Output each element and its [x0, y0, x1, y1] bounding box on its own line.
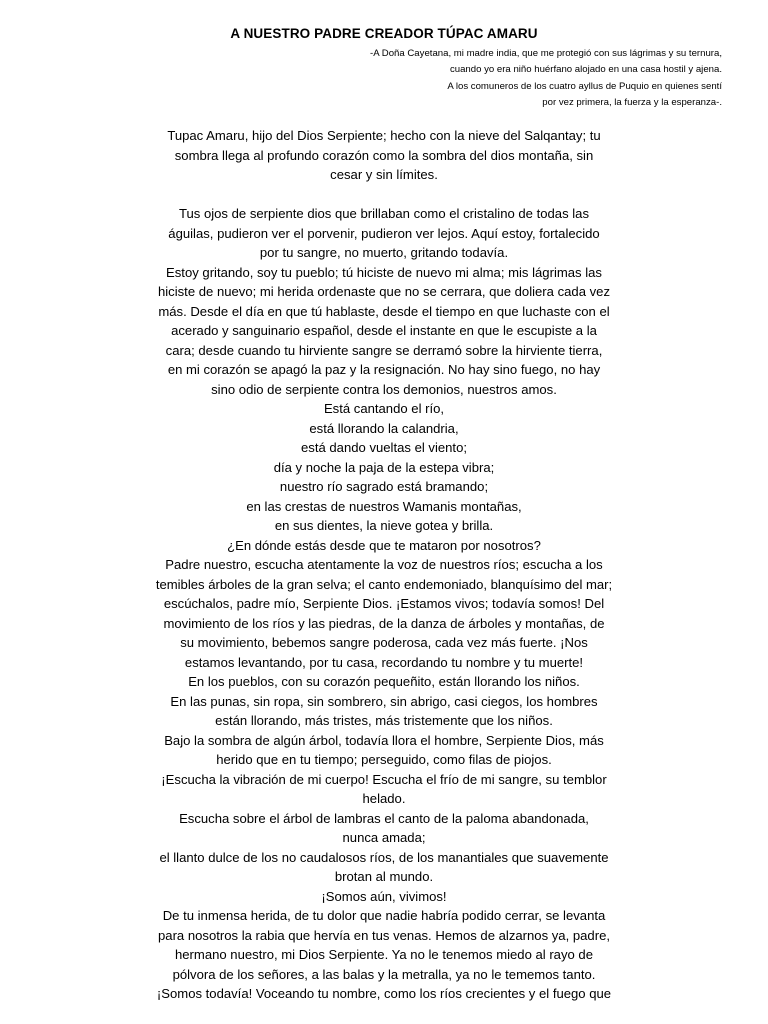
poem-line: Bajo la sombra de algún árbol, todavía llora el hombre, Serpiente Dios, más — [164, 732, 604, 748]
stanza-2 — [0, 204, 768, 1004]
poem-line: sombra llega al profundo corazón como la sombra del dios montaña, sin — [174, 147, 594, 163]
poem-line: movimiento de los ríos y las piedras, de la danza de árboles y montañas, de — [163, 615, 605, 631]
poem-line: hermano nuestro, mi Dios Serpiente. Ya no le tenemos miedo al rayo de — [174, 947, 593, 962]
poem-line: En las punas, sin ropa, sin sombrero, sin abrigo, casi ciegos, los hombres — [170, 693, 598, 709]
poem-line: día y noche la paja de la estepa vibra; — [273, 459, 495, 475]
poem-line: más. Desde el día en que tú hablaste, desde el tiempo en que luchaste con el — [158, 303, 610, 319]
poem-line: el llanto dulce de los no caudalosos ríos, de los manantiales que suavemente — [159, 849, 609, 865]
poem-line: nuestro río sagrado está bramando; — [279, 479, 489, 494]
poem-line: cesar y sin límites. — [330, 167, 438, 182]
poem-line: su movimiento, bebemos sangre poderosa, cada vez más fuerte. ¡Nos — [180, 635, 588, 650]
poem-line: por tu sangre, no muerto, gritando todavía. — [259, 245, 509, 260]
dedication-line: -A Doña Cayetana, mi madre india, que me protegió con sus lágrimas y su ternura, — [370, 48, 722, 59]
poem-line: en las crestas de nuestros Wamanis montañas, — [246, 498, 522, 514]
poem-line: Está cantando el río, — [323, 401, 445, 416]
dedication-line: por vez primera, la fuerza y la esperanza-. — [542, 97, 722, 109]
poem-line: están llorando, más tristes, más tristemente que los niños. — [215, 713, 553, 728]
poem-line: herido que en tu tiempo; perseguido, como filas de piojos. — [216, 752, 552, 767]
poem-line: en sus dientes, la nieve gotea y brilla. — [274, 518, 494, 533]
poem-line: Estoy gritando, soy tu pueblo; tú hiciste de nuevo mi alma; mis lágrimas las — [166, 264, 602, 280]
poem-line: nunca amada; — [342, 830, 426, 845]
poem-line: brotan al mundo. — [334, 869, 434, 884]
poem-line: estamos levantando, por tu casa, recordando tu nombre y tu muerte! — [184, 654, 584, 670]
poem-line: está dando vueltas el viento; — [301, 440, 467, 455]
poem-line: Padre nuestro, escucha atentamente la voz de nuestros ríos; escucha a los — [165, 557, 603, 572]
dedication-block — [162, 46, 722, 112]
poem-line: en mi corazón se apagó la paz y la resignación. No hay sino fuego, no hay — [167, 362, 601, 377]
poem-line: está llorando la calandria, — [309, 420, 459, 436]
poem-line: cara; desde cuando tu hirviente sangre se derramó sobre la hirviente tierra, — [165, 342, 603, 358]
stanza-1 — [0, 126, 768, 185]
document-title: A NUESTRO PADRE CREADOR TÚPAC AMARU — [230, 26, 538, 41]
poem-line: En los pueblos, con su corazón pequeñito, están llorando los niños. — [188, 674, 580, 689]
poem-line: para nosotros la rabia que hervía en tus venas. Hemos de alzarnos ya, padre, — [158, 927, 610, 943]
poem-line: escúchalos, padre mío, Serpiente Dios. ¡Estamos vivos; todavía somos! Del — [163, 596, 605, 611]
poem-line: sino odio de serpiente contra los demonios, nuestros amos. — [211, 381, 557, 397]
poem-line: temibles árboles de la gran selva; el canto endemoniado, blanquísimo del mar; — [155, 576, 613, 592]
poem-line: ¡Somos todavía! Voceando tu nombre, como los ríos crecientes y el fuego que — [156, 986, 612, 1001]
poem-line: De tu inmensa herida, de tu dolor que nadie habría podido cerrar, se levanta — [162, 908, 606, 923]
poem-line: hiciste de nuevo; mi herida ordenaste que no se cerrara, que doliera cada vez — [157, 284, 610, 299]
poem-line: Tus ojos de serpiente dios que brillaban como el cristalino de todas las — [178, 206, 590, 221]
poem-line: Tupac Amaru, hijo del Dios Serpiente; hecho con la nieve del Salqantay; tu — [167, 128, 601, 143]
poem-line: acerado y sanguinario español, desde el instante en que le escupiste a la — [171, 323, 597, 338]
poem-line: pólvora de los señores, a las balas y la metralla, ya no le tememos tanto. — [172, 966, 596, 982]
dedication-line: A los comuneros de los cuatro ayllus de Puquio en quienes sentí — [447, 80, 722, 92]
poem-line: ¡Escucha la vibración de mi cuerpo! Escucha el frío de mi sangre, su temblor — [161, 771, 607, 787]
dedication-line: cuando yo era niño huérfano alojado en una casa hostil y ajena. — [449, 64, 722, 76]
stanza-gap — [0, 185, 768, 205]
poem-line: helado. — [362, 791, 406, 806]
poem-line: Escucha sobre el árbol de lambras el canto de la paloma abandonada, — [179, 810, 589, 826]
poem-body — [0, 126, 768, 1004]
poem-line: ¡Somos aún, vivimos! — [321, 888, 447, 904]
poem-line: águilas, pudieron ver el porvenir, pudieron ver lejos. Aquí estoy, fortalecido — [168, 225, 600, 241]
poem-line: ¿En dónde estás desde que te mataron por nosotros? — [227, 537, 541, 553]
